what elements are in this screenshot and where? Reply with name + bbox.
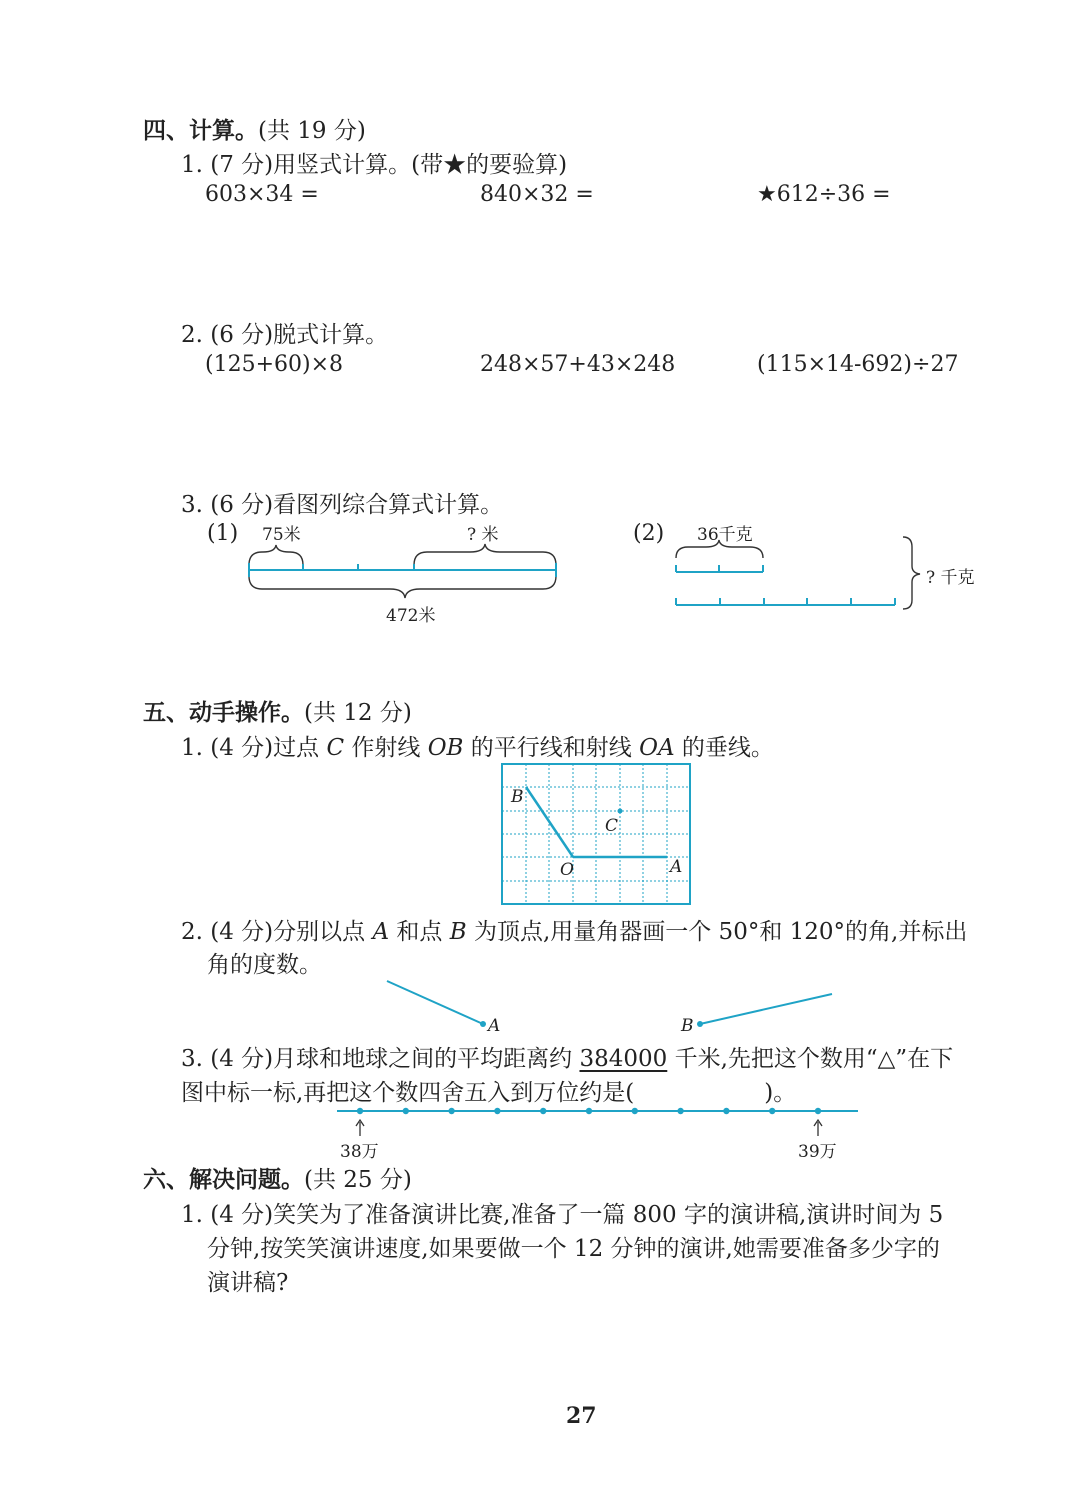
number-line-dot [494,1108,500,1114]
s5-q2-line2: 角的度数。 [207,952,322,978]
diagram-1-tag: (1) [207,521,239,546]
s4-q2-expr-1: (125+60)×8 [205,352,344,377]
diagram-1-segment-label: 75米 [262,525,301,545]
s6-q1-line2: 分钟,按笑笑演讲速度,如果要做一个 12 分钟的演讲,她需要准备多少字的 [207,1236,940,1262]
grid-label-c: C [605,816,619,836]
section-4-heading: 四、计算。(共 19 分) [143,118,366,144]
page-number: 27 [566,1403,597,1429]
axis-label-38w: 38万 [340,1142,379,1162]
number-line-dot [448,1108,454,1114]
diagram-2-tag: (2) [633,521,665,546]
s6-q1-line1: 1. (4 分)笑笑为了准备演讲比赛,准备了一篇 800 字的演讲稿,演讲时间为 5 [181,1202,944,1228]
grid-label-a: A [670,857,683,877]
s5-q3-line1: 3. (4 分)月球和地球之间的平均距离约 384000 千米,先把这个数用“△”在下 [181,1046,954,1072]
s5-q3-line2: 图中标一标,再把这个数四舍五入到万位约是( )。 [181,1080,797,1106]
s4-q2-label: 2. (6 分)脱式计算。 [181,322,389,348]
number-line-dot [723,1108,729,1114]
section-5-heading: 五、动手操作。(共 12 分) [143,700,412,726]
axis-label-39w: 39万 [798,1142,837,1162]
grid-label-b: B [511,787,524,807]
number-line-dot [586,1108,592,1114]
number-line-dot [540,1108,546,1114]
angle-label-a: A [488,1016,501,1036]
diagram-1-unknown-label: ? 米 [467,525,499,545]
s4-q3-label: 3. (6 分)看图列综合算式计算。 [181,492,504,518]
diagram-2-unknown-label: ? 千克 [926,568,975,588]
s5-q1-label: 1. (4 分)过点 C 作射线 OB 的平行线和射线 OA 的垂线。 [181,735,774,761]
diagram-2-segment-label: 36千克 [697,525,753,545]
number-line-dot [357,1108,363,1114]
number-line-dot [769,1108,775,1114]
s4-q1-expr-2: 840×32 = [480,182,594,207]
s4-q2-expr-3: (115×14-692)÷27 [757,352,959,377]
grid-label-o: O [560,860,574,880]
s4-q1-expr-1: 603×34 = [205,182,319,207]
s4-q1-label: 1. (7 分)用竖式计算。(带★的要验算) [181,152,568,178]
number-line-dot [403,1108,409,1114]
s4-q2-expr-2: 248×57+43×248 [480,352,676,377]
diagram-1-total-label: 472米 [386,606,436,626]
s6-q1-line3: 演讲稿? [207,1270,289,1296]
number-line-dot [677,1108,683,1114]
angle-label-b: B [681,1016,694,1036]
s4-q1-expr-3: ★612÷36 = [757,182,891,207]
number-line-dot [632,1108,638,1114]
section-6-heading: 六、解决问题。(共 25 分) [143,1167,412,1193]
number-line-dot [815,1108,821,1114]
distance-number: 384000 [579,1046,668,1072]
s5-q2-line1: 2. (4 分)分别以点 A 和点 B 为顶点,用量角器画一个 50°和 120°的角,并标出 [181,919,968,945]
